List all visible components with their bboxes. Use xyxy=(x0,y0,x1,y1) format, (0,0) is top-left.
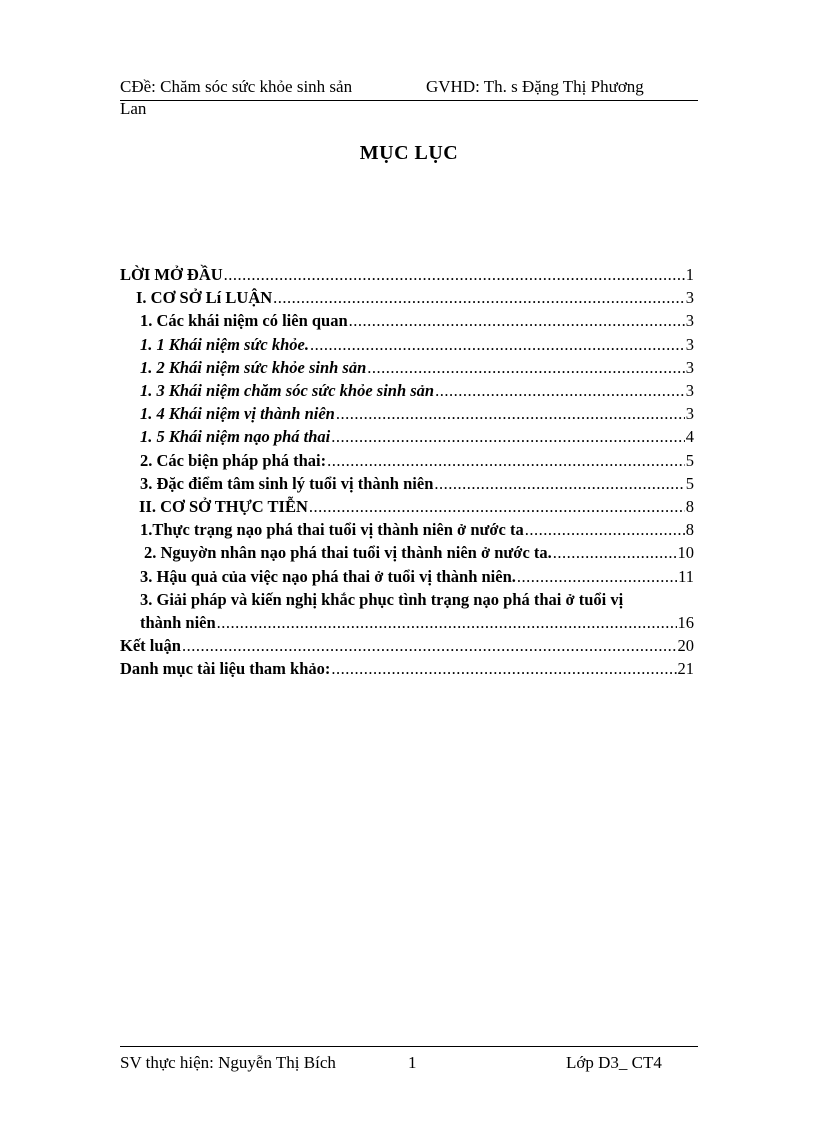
toc-entry-practice[interactable] xyxy=(120,495,694,518)
footer-student: SV thực hiện: Nguyễn Thị Bích xyxy=(120,1053,336,1072)
toc-entry-label: 1.Thực trạng nạo phá thai tuổi vị thành niên ở nước ta xyxy=(140,520,524,540)
toc-entry-label: Kết luận xyxy=(120,636,181,656)
toc-entry-label: 1. 3 Khái niệm chăm sóc sức khỏe sinh sản xyxy=(140,381,435,401)
toc-entry-label: 1. 1 Khái niệm sức khỏe. xyxy=(140,334,309,354)
table-of-contents xyxy=(120,263,694,681)
page-header xyxy=(120,76,698,118)
toc-entry-label: 2. Các biện pháp phá thai: xyxy=(140,450,327,470)
toc-entry-page: 21 xyxy=(677,659,694,679)
footer-page-number: 1 xyxy=(408,1053,417,1072)
toc-leader-dots xyxy=(367,356,684,379)
toc-entry-concept-reproductive-health[interactable] xyxy=(120,356,694,379)
toc-entry-label: 3. Giải pháp và kiến nghị khắc phục tình trạng nạo phá thai ở tuổi vị xyxy=(140,589,624,609)
toc-entry-page: 5 xyxy=(685,473,694,493)
toc-entry-conclusion[interactable] xyxy=(120,634,694,657)
toc-entry-solutions[interactable] xyxy=(120,588,694,634)
toc-entry-label: 3. Đặc điểm tâm sinh lý tuổi vị thành niên xyxy=(140,473,434,493)
toc-entry-label: 1. 2 Khái niệm sức khỏe sinh sản xyxy=(140,357,367,377)
toc-entry-concept-health[interactable] xyxy=(120,333,694,356)
toc-leader-dots xyxy=(327,449,685,472)
toc-leader-dots xyxy=(434,472,684,495)
toc-entry-page: 20 xyxy=(677,636,694,656)
toc-entry-label: 1. 5 Khái niệm nạo phá thai xyxy=(140,427,331,447)
toc-entry-concept-abortion[interactable] xyxy=(120,425,694,448)
toc-entry-consequences[interactable] xyxy=(120,565,694,588)
toc-leader-dots xyxy=(310,333,685,356)
toc-entry-label: Danh mục tài liệu tham khảo: xyxy=(120,659,331,679)
toc-leader-dots xyxy=(182,634,677,657)
footer-divider xyxy=(120,1046,698,1047)
toc-leader-dots xyxy=(553,541,677,564)
header-advisor: GVHD: Th. s Đặng Thị Phương xyxy=(426,77,644,96)
toc-entry-label: 1. 4 Khái niệm vị thành niên xyxy=(140,404,335,424)
toc-leader-dots xyxy=(349,309,685,332)
footer-class: Lớp D3_ CT4 xyxy=(566,1053,662,1072)
toc-entry-label-continuation: thành niên xyxy=(140,613,216,633)
toc-leader-dots xyxy=(217,611,677,634)
toc-entry-label: 3. Hậu quả của việc nạo phá thai ở tuổi vị thành niên. xyxy=(140,566,516,586)
toc-entry-page: 3 xyxy=(685,311,694,331)
toc-entry-page: 3 xyxy=(685,381,694,401)
toc-leader-dots xyxy=(517,565,677,588)
toc-leader-dots xyxy=(435,379,685,402)
toc-leader-dots xyxy=(331,425,684,448)
header-subject: CĐề: Chăm sóc sức khỏe sinh sản xyxy=(120,77,353,96)
toc-leader-dots xyxy=(336,402,685,425)
toc-entry-page: 8 xyxy=(685,520,694,540)
toc-entry-page: 16 xyxy=(677,613,694,633)
toc-leader-dots xyxy=(309,495,685,518)
header-divider xyxy=(120,100,698,101)
toc-entry-page: 3 xyxy=(685,334,694,354)
toc-entry-page: 11 xyxy=(678,566,694,586)
toc-entry-references[interactable] xyxy=(120,657,694,680)
header-advisor-continuation: Lan xyxy=(120,99,147,118)
toc-leader-dots xyxy=(331,657,676,680)
toc-leader-dots xyxy=(273,286,685,309)
toc-entry-intro[interactable] xyxy=(120,263,694,286)
toc-entry-label: II. CƠ SỞ THỰC TIỄN xyxy=(139,497,308,517)
toc-entry-page: 4 xyxy=(685,427,694,447)
toc-entry-concept-adolescent[interactable] xyxy=(120,402,694,425)
toc-entry-psychology[interactable] xyxy=(120,472,694,495)
page-title: MỤC LỤC xyxy=(359,142,459,164)
toc-entry-page: 3 xyxy=(685,288,694,308)
toc-entry-page: 1 xyxy=(685,265,694,284)
toc-entry-page: 5 xyxy=(685,450,694,470)
toc-leader-dots xyxy=(525,518,685,541)
toc-entry-causes[interactable] xyxy=(120,541,694,564)
toc-entry-concepts[interactable] xyxy=(120,309,694,332)
toc-entry-methods[interactable] xyxy=(120,449,694,472)
toc-entry-label: 1. Các khái niệm có liên quan xyxy=(140,311,348,331)
toc-entry-theory[interactable] xyxy=(120,286,694,309)
toc-entry-label: I. CƠ SỞ Lí LUẬN xyxy=(136,288,273,308)
toc-entry-page: 3 xyxy=(685,404,694,424)
toc-entry-label: LỜI MỞ ĐẦU xyxy=(120,265,223,284)
toc-entry-page: 3 xyxy=(685,357,694,377)
toc-entry-label: 2. Nguyờn nhân nạo phá thai tuổi vị thành niên ở nước ta. xyxy=(144,543,552,563)
toc-entry-page: 8 xyxy=(685,497,694,517)
toc-entry-concept-reproductive-care[interactable] xyxy=(120,379,694,402)
toc-entry-page: 10 xyxy=(677,543,694,563)
toc-entry-situation[interactable] xyxy=(120,518,694,541)
toc-leader-dots xyxy=(224,263,685,286)
